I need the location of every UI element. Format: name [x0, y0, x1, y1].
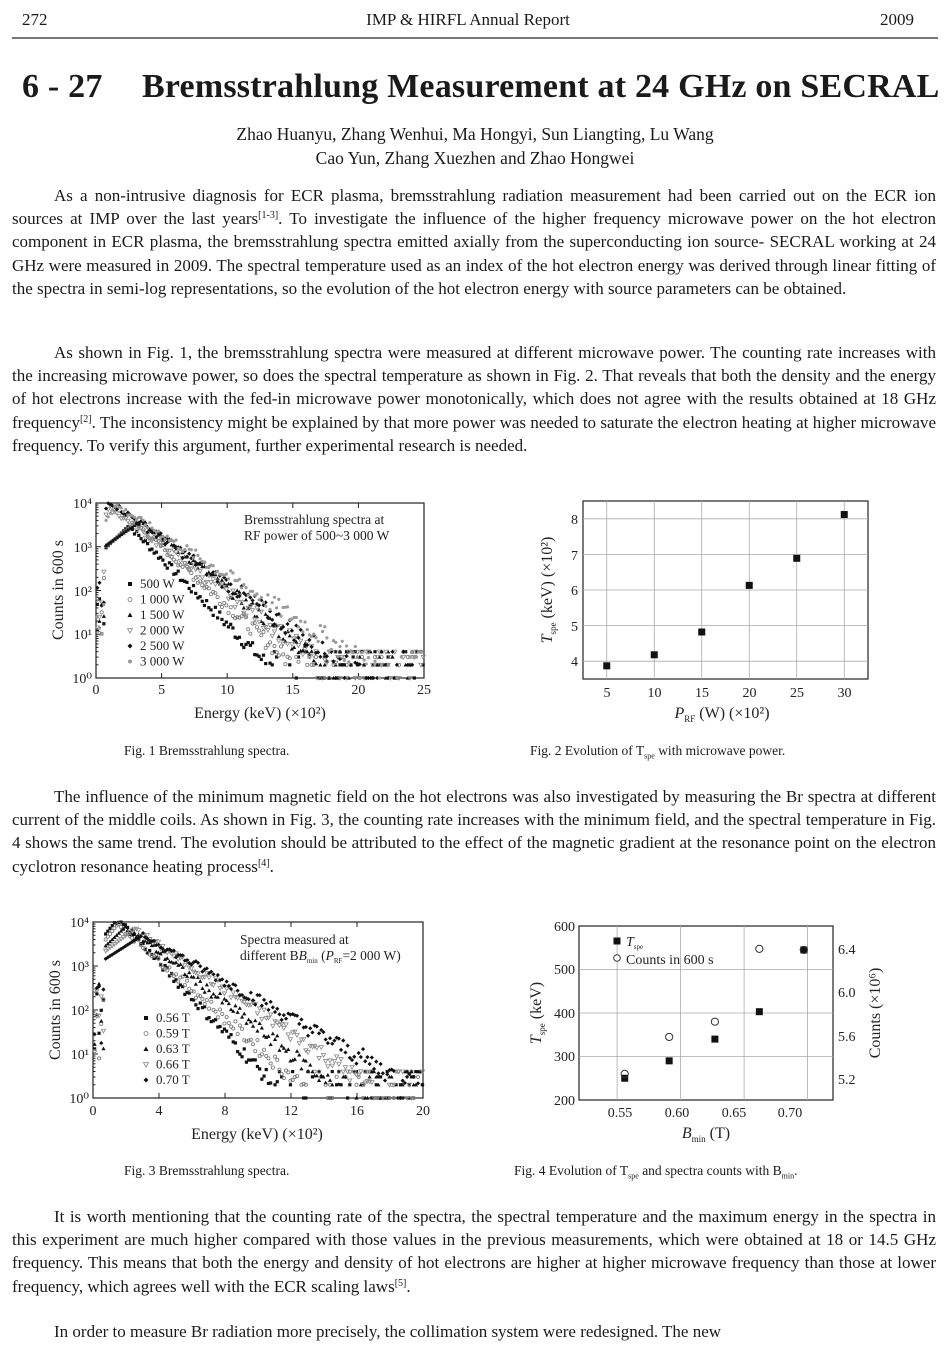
svg-text:4: 4	[571, 655, 578, 670]
svg-text:0.65: 0.65	[721, 1106, 747, 1121]
figure-2-chart	[510, 495, 870, 730]
svg-text:0.70 T: 0.70 T	[156, 1072, 190, 1087]
svg-text:Spectra measured at: Spectra measured at	[240, 932, 349, 947]
svg-text:300: 300	[554, 1050, 575, 1065]
svg-text:5: 5	[158, 683, 166, 698]
svg-text:4: 4	[155, 1104, 163, 1119]
svg-text:20: 20	[742, 686, 757, 701]
figure-1-caption: Fig. 1 Bremsstrahlung spectra.	[124, 743, 290, 758]
svg-text:0.60: 0.60	[664, 1106, 690, 1121]
svg-text:10²: 10²	[73, 585, 92, 600]
legend-counts: Counts in 600 s	[626, 953, 714, 968]
svg-text:500: 500	[554, 963, 575, 978]
running-header	[22, 10, 914, 36]
svg-text:10²: 10²	[70, 1004, 89, 1019]
svg-text:20: 20	[351, 683, 366, 698]
svg-text:0.63 T: 0.63 T	[156, 1041, 190, 1056]
svg-text:15: 15	[285, 683, 300, 698]
svg-text:10⁴: 10⁴	[70, 916, 89, 931]
svg-text:500 W: 500 W	[140, 576, 175, 591]
citation: [1-3]	[258, 210, 279, 222]
y-axis-label: Counts in 600 s	[50, 539, 67, 641]
svg-text:5: 5	[603, 686, 611, 701]
figure-3-chart	[30, 915, 450, 1150]
figure-4-caption: Fig. 4 Evolution of $T_{spe}$ and spectra counts with $B_{min}$.	[514, 1163, 798, 1181]
svg-text:20: 20	[416, 1104, 430, 1119]
svg-text:10⁴: 10⁴	[73, 497, 92, 512]
svg-text:10³: 10³	[73, 541, 92, 556]
figure-3-caption: Fig. 3 Bremsstrahlung spectra.	[124, 1163, 290, 1178]
page-number: 272	[22, 10, 48, 29]
svg-text:0.59 T: 0.59 T	[156, 1025, 190, 1041]
svg-text:10¹: 10¹	[70, 1048, 89, 1063]
article-title	[22, 68, 940, 106]
citation: [4]	[257, 857, 270, 869]
svg-text:12: 12	[284, 1104, 298, 1119]
legend-square-icon	[614, 938, 621, 945]
x-axis-label: $B_{min}$ (T)	[681, 1125, 731, 1144]
title-text: Bremsstrahlung Measurement at 24 GHz on SECRAL	[142, 68, 940, 105]
svg-text:0: 0	[89, 1104, 97, 1119]
svg-text:different BBmin (PRF=2 000 W): different $BB_{min}$ ($P_{RF}=2$ 000 W)	[240, 948, 401, 965]
svg-text:8: 8	[221, 1104, 229, 1119]
section-number: 6 - 27	[22, 68, 103, 105]
authors-line-2: Cao Yun, Zhang Xuezhen and Zhao Hongwei	[315, 148, 635, 168]
svg-text:10⁰: 10⁰	[69, 1092, 89, 1107]
y-axis-right-label: Counts (×10⁶)	[867, 967, 884, 1059]
authors-line-1: Zhao Huanyu, Zhang Wenhui, Ma Hongyi, Sun Liangting, Lu Wang	[236, 124, 714, 144]
figure-1-chart	[30, 495, 450, 730]
svg-text:0.70: 0.70	[777, 1106, 803, 1121]
y-axis-label: Counts in 600 s	[47, 959, 64, 1061]
svg-text:10⁰: 10⁰	[72, 672, 92, 687]
svg-text:RF power of 500~3 000 W: RF power of 500~3 000 W	[244, 528, 390, 543]
svg-text:0.56 T: 0.56 T	[156, 1010, 190, 1025]
x-axis-label: $P_{RF}$ (W) (×10²)	[674, 705, 770, 724]
x-axis-label: Energy (keV) (×10²)	[191, 1126, 323, 1143]
svg-text:0: 0	[92, 683, 100, 698]
paragraph-5: In order to measure Br radiation more precisely, the collimation system were redesigned. The new	[54, 1322, 722, 1341]
svg-text:3 000 W: 3 000 W	[140, 653, 185, 669]
svg-text:1 500 W: 1 500 W	[140, 607, 185, 622]
svg-text:Bremsstrahlung spectra at: Bremsstrahlung spectra at	[244, 512, 385, 527]
figure-4-chart	[510, 915, 890, 1150]
svg-text:1 000 W: 1 000 W	[140, 591, 185, 607]
legend-circle-icon	[614, 955, 621, 962]
svg-text:2 500 W: 2 500 W	[140, 638, 185, 653]
svg-text:5.2: 5.2	[838, 1073, 856, 1088]
svg-text:25: 25	[790, 686, 804, 701]
svg-text:5.6: 5.6	[838, 1030, 856, 1045]
paragraph-1: As a non-intrusive diagnosis for ECR plasma, bremsstrahlung radiation measurement had been carried out on the ECR ion sources at IMP over the last years[1-3]. To investigate the influence of the higher frequency microwave power on the hot electron component in ECR plasma, the bremsstrahlung spectra emitted axially from the superconducting ion source- SECRAL working at 24 GHz were measured in 2009. The spectral temperature used as an index of the hot electron energy was derived through linear fitting of the spectra in semi-log representations, so the evolution of the hot electron energy with source parameters can be obtained.	[12, 186, 936, 298]
svg-text:0.66 T: 0.66 T	[156, 1056, 190, 1072]
report-year: 2009	[880, 10, 914, 29]
author-list	[0, 122, 950, 170]
citation: [2]	[79, 413, 92, 425]
svg-text:10³: 10³	[70, 960, 89, 975]
svg-text:6: 6	[571, 584, 578, 599]
svg-text:6.4: 6.4	[838, 943, 856, 958]
svg-text:16: 16	[350, 1104, 364, 1119]
svg-text:6.0: 6.0	[838, 986, 856, 1001]
svg-text:0.55: 0.55	[607, 1106, 633, 1121]
legend-tspe: $T_{spe}$	[626, 935, 644, 951]
svg-text:10: 10	[220, 683, 235, 698]
svg-text:30: 30	[837, 686, 852, 701]
svg-text:400: 400	[554, 1007, 575, 1022]
svg-text:10¹: 10¹	[73, 628, 92, 643]
paragraph-2: As shown in Fig. 1, the bremsstrahlung spectra were measured at different microwave power. The counting rate increases with the increasing microwave power, so does the spectral temperature as shown in Fig. 2. That reveals that both the density and the energy of hot electrons increase with the fed-in microwave power monotonically, which does not agree with the results obtained at 18 GHz frequency[2]. The inconsistency might be explained by that more power was needed to saturate the electron heating at higher microwave frequency. To verify this argument, further experimental research is needed.	[12, 343, 936, 455]
svg-text:2 000 W: 2 000 W	[140, 622, 185, 638]
figure-2-caption: Fig. 2 Evolution of $T_{spe}$ with microwave power.	[530, 743, 786, 761]
paragraph-3: The influence of the minimum magnetic field on the hot electrons was also investigated by measuring the Br spectra at different current of the middle coils. As shown in Fig. 3, the counting rate increases with the minimum field, and the spectral temperature in Fig. 4 shows the same trend. The evolution should be attributed to the effect of the magnetic gradient at the resonance point on the electron cyclotron resonance heating process[4].	[12, 787, 936, 876]
svg-text:7: 7	[571, 549, 578, 564]
journal-name: IMP & HIRFL Annual Report	[366, 10, 570, 29]
x-axis-label: Energy (keV) (×10²)	[194, 705, 326, 722]
svg-text:10: 10	[647, 686, 662, 701]
citation: [5]	[394, 1277, 407, 1289]
svg-text:25: 25	[417, 683, 431, 698]
svg-text:8: 8	[571, 513, 578, 528]
svg-text:600: 600	[554, 920, 575, 935]
svg-text:200: 200	[554, 1094, 575, 1109]
y-axis-label: $T_{spe}$ (keV) (×10²)	[539, 536, 558, 644]
y-axis-left-label: $T_{spe}$ (keV)	[528, 981, 547, 1045]
paragraph-4: It is worth mentioning that the counting rate of the spectra, the spectral temperature and the maximum energy in the spectra in this experiment are much higher compared with those values in the previous measurements, which were obtained at 18 or 14.5 GHz frequency. This means that both the energy and density of hot electrons are higher at higher microwave frequency than those at lower frequency, which agrees well with the ECR scaling laws[5].	[12, 1207, 936, 1296]
svg-text:5: 5	[571, 620, 578, 635]
header-rule	[12, 37, 938, 39]
svg-text:15: 15	[695, 686, 709, 701]
